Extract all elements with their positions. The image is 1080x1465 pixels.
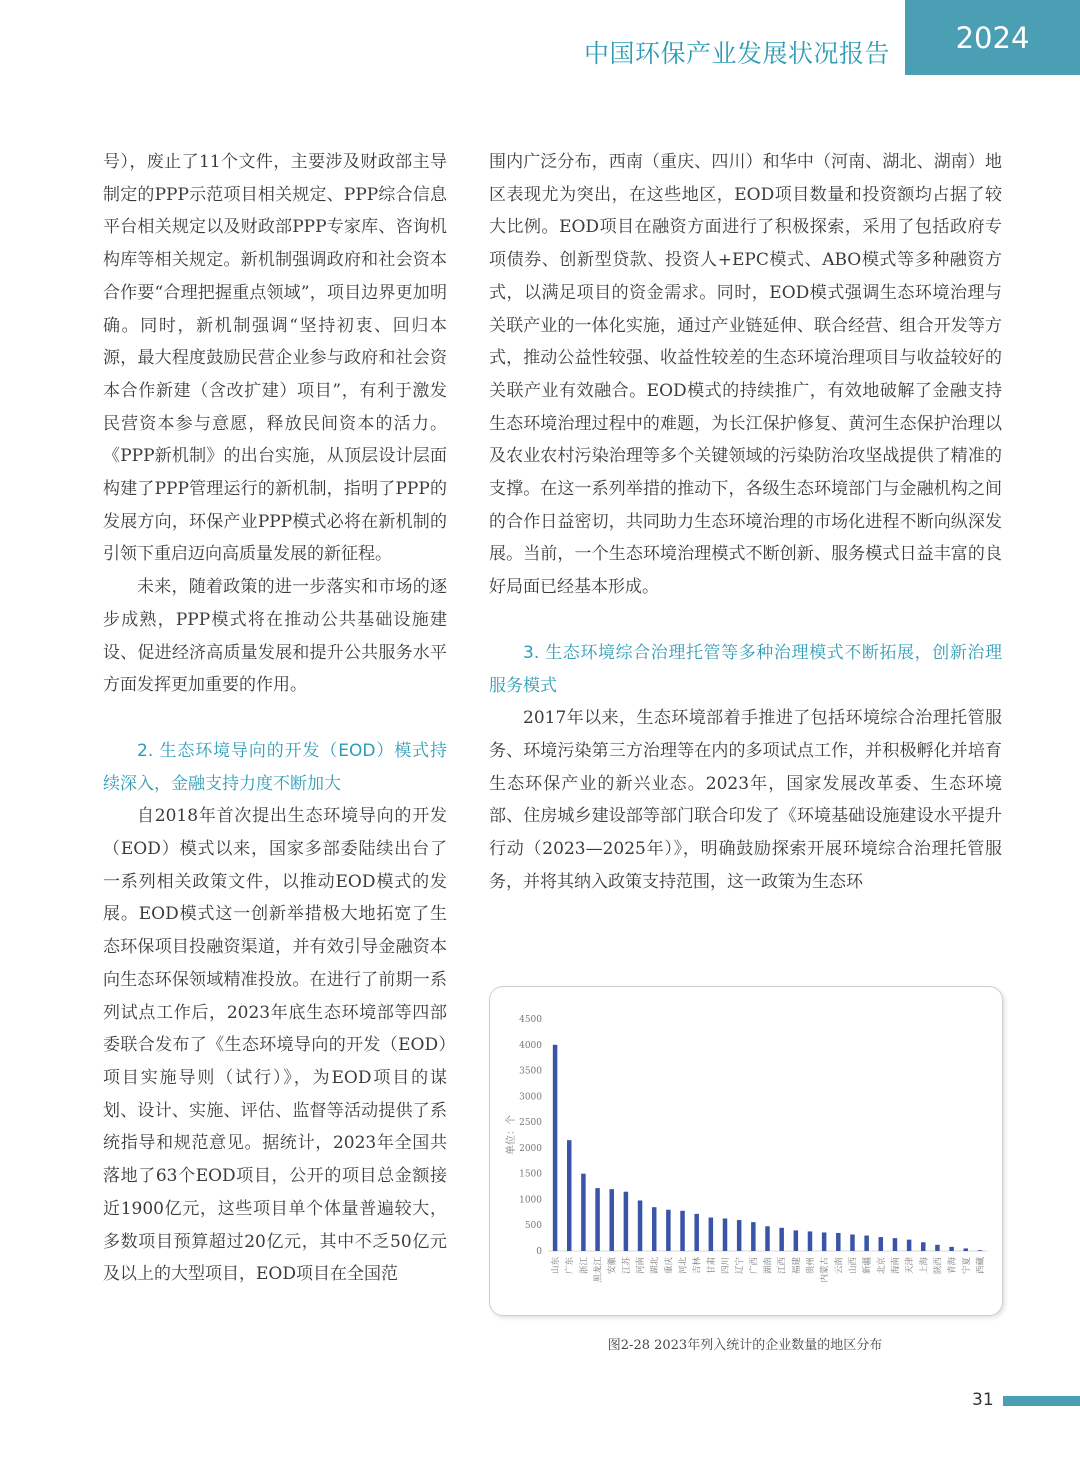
y-tick-label: 1500: [519, 1169, 542, 1180]
x-tick-label: 广东: [565, 1257, 576, 1275]
bar: [949, 1247, 954, 1251]
x-tick-label: 四川: [721, 1257, 732, 1275]
y-tick-label: 2500: [519, 1118, 542, 1129]
x-tick-label: 贵州: [805, 1257, 816, 1275]
x-tick-label: 吉林: [692, 1257, 703, 1275]
bar: [737, 1220, 742, 1251]
bar: [694, 1214, 699, 1251]
paragraph: 2017年以来，生态环境部着手推进了包括环境综合治理托管服务、环境污染第三方治理等在内的多项试点工作，并积极孵化并培育生态环保产业的新兴业态。2023年，国家发展改革委、生态环境部、住房城乡建设部等部门联合印发了《环境基础设施建设水平提升行动（2023—2025年）》，明确鼓励探索开展环境综合治理托管服务，并将其纳入政策支持范围，这一政策为生态环: [489, 708, 1002, 892]
y-axis-label: 单位：个: [506, 1115, 517, 1155]
x-tick-label: 河北: [678, 1257, 689, 1275]
header-title: 中国环保产业发展状况报告: [583, 39, 890, 68]
bar: [567, 1140, 572, 1251]
bar: [751, 1222, 756, 1251]
y-tick-label: 2000: [519, 1143, 542, 1154]
section-heading: 2. 生态环境导向的开发（EOD）模式持续深入，金融支持力度不断加大: [103, 740, 447, 794]
x-tick-label: 黑龙江: [593, 1257, 604, 1283]
x-tick-label: 山西: [848, 1257, 859, 1275]
y-tick-label: 0: [536, 1247, 542, 1257]
x-tick-label: 湖南: [763, 1257, 774, 1275]
x-tick-label: 北京: [876, 1257, 887, 1275]
bar: [765, 1226, 770, 1251]
right-column: [489, 146, 1002, 898]
page-bar: [1003, 1396, 1080, 1406]
bar: [553, 1045, 558, 1251]
bar: [808, 1231, 813, 1251]
bar: [779, 1228, 784, 1251]
x-tick-label: 江西: [777, 1257, 788, 1275]
bar: [680, 1211, 685, 1251]
x-tick-label: 海南: [890, 1257, 901, 1275]
x-tick-label: 福建: [791, 1257, 802, 1275]
x-tick-label: 青海: [947, 1257, 958, 1275]
x-tick-label: 内蒙古: [820, 1257, 831, 1283]
x-tick-label: 甘肃: [706, 1257, 717, 1275]
bar: [907, 1240, 912, 1251]
figure-caption: 图2-28 2023年列入统计的企业数量的地区分布: [607, 1338, 883, 1353]
bar: [850, 1235, 855, 1251]
x-tick-label: 陕西: [933, 1257, 944, 1275]
y-tick-label: 4000: [519, 1040, 542, 1051]
y-tick-label: 4500: [519, 1015, 542, 1025]
paragraph: 自2018年首次提出生态环境导向的开发（EOD）模式以来，国家多部委陆续出台了一系列相关政策文件，以推动EOD模式的发展。EOD模式这一创新举措极大地拓宽了生态环保项目投融资渠道，并有效引导金融资本向生态环保领域精准投放。在进行了前期一系列试点工作后，2023年底生态环境部等四部委联合发布了《生态环境导向的开发（EOD）项目实施导则（试行）》，为EOD项目的谋划、设计、实施、评估、监督等活动提供了系统指导和规范意见。据统计，2023年全国共落地了63个EOD项目，公开的项目总金额接近1900亿元，这些项目单个体量普遍较大，多数项目预算超过20亿元，其中不乏50亿元及以上的大型项目，EOD项目在全国范: [103, 806, 447, 1285]
bar: [836, 1233, 841, 1251]
bar: [638, 1200, 643, 1251]
chart-canvas: [490, 987, 1002, 1315]
x-tick-label: 山东: [551, 1257, 562, 1275]
bar: [581, 1174, 586, 1251]
x-tick-label: 广西: [749, 1257, 760, 1275]
x-tick-label: 天津: [905, 1257, 916, 1275]
year-badge: 2024: [905, 0, 1080, 75]
x-tick-label: 安徽: [607, 1257, 618, 1275]
x-tick-label: 湖北: [650, 1257, 661, 1275]
x-tick-label: 云南: [834, 1257, 845, 1275]
x-tick-label: 江苏: [621, 1257, 632, 1275]
bar: [964, 1248, 969, 1251]
bar: [595, 1188, 600, 1251]
y-tick-label: 3500: [519, 1066, 542, 1077]
bar: [624, 1192, 629, 1251]
bar: [822, 1232, 827, 1251]
y-tick-label: 1000: [519, 1195, 542, 1206]
bar: [879, 1237, 884, 1251]
bar: [709, 1217, 714, 1251]
bar: [723, 1219, 728, 1251]
left-column: [103, 146, 447, 1291]
paragraph: 未来，随着政策的进一步落实和市场的逐步成熟，PPP模式将在推动公共基础设施建设、促进经济高质量发展和提升公共服务水平方面发挥更加重要的作用。: [103, 577, 447, 696]
x-tick-label: 辽宁: [735, 1257, 746, 1275]
x-tick-label: 新疆: [862, 1257, 873, 1275]
paragraph: 围内广泛分布，西南（重庆、四川）和华中（河南、湖北、湖南）地区表现尤为突出，在这些地区，EOD项目数量和投资额均占据了较大比例。EOD项目在融资方面进行了积极探索，采用了包括政府专项债券、创新型贷款、投资人+EPC模式、ABO模式等多种融资方式，以满足项目的资金需求。同时，EOD模式强调生态环境治理与关联产业的一体化实施，通过产业链延伸、联合经营、组合开发等方式，推动公益性较强、收益性较差的生态环境治理项目与收益较好的关联产业有效融合。EOD模式的持续推广，有效地破解了金融支持生态环境治理过程中的难题，为长江保护修复、黄河生态保护治理以及农业农村污染治理等多个关键领域的污染防治攻坚战提供了精准的支撑。在这一系列举措的推动下，各级生态环境部门与金融机构之间的合作日益密切，共同助力生态环境治理的市场化进程不断向纵深发展。当前，一个生态环境治理模式不断创新、服务模式日益丰富的良好局面已经基本形成。: [489, 152, 1002, 598]
x-tick-label: 上海: [919, 1257, 930, 1275]
bar: [921, 1242, 926, 1251]
bar: [794, 1230, 799, 1251]
bar: [652, 1207, 657, 1251]
y-tick-label: 500: [524, 1221, 542, 1232]
paragraph: 号），废止了11个文件，主要涉及财政部主导制定的PPP示范项目相关规定、PPP综合信息平台相关规定以及财政部PPP专家库、咨询机构库等相关规定。新机制强调政府和社会资本合作要“合理把握重点领域”，项目边界更加明确。同时，新机制强调“坚持初衷、回归本源，最大程度鼓励民营企业参与政府和社会资本合作新建（含改扩建）项目”，有利于激发民营资本参与意愿，释放民间资本的活力。《PPP新机制》的出台实施，从顶层设计层面构建了PPP管理运行的新机制，指明了PPP的发展方向，环保产业PPP模式必将在新机制的引领下重启迈向高质量发展的新征程。: [103, 152, 447, 565]
x-tick-label: 西藏: [975, 1257, 986, 1275]
x-tick-label: 河南: [636, 1257, 647, 1275]
x-tick-label: 重庆: [664, 1257, 675, 1275]
bar-chart: [489, 986, 1003, 1316]
x-tick-label: 浙江: [579, 1257, 590, 1275]
bar: [935, 1245, 940, 1251]
bar: [864, 1236, 869, 1251]
bar: [893, 1238, 898, 1251]
page-number: 31: [972, 1390, 994, 1410]
bar: [609, 1189, 614, 1251]
bar: [666, 1210, 671, 1251]
section-heading: 3. 生态环境综合治理托管等多种治理模式不断拓展，创新治理服务模式: [489, 642, 1002, 696]
x-tick-label: 宁夏: [961, 1257, 972, 1275]
bar: [978, 1250, 983, 1251]
y-tick-label: 3000: [519, 1092, 542, 1103]
